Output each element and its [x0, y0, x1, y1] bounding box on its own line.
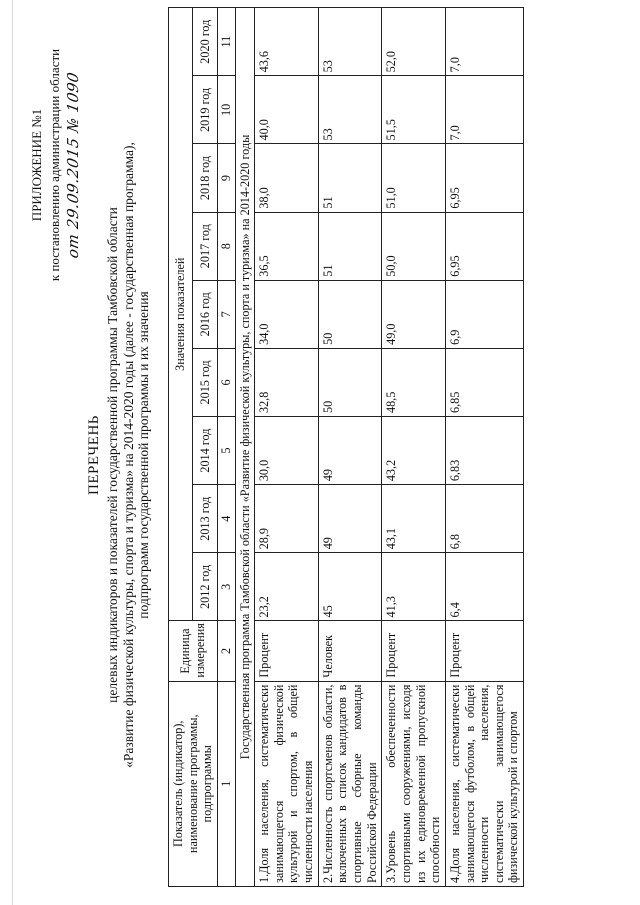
table-row — [445, 8, 523, 887]
value-cell: 49 — [318, 485, 382, 553]
year-header: 2016 год — [193, 280, 217, 348]
indicator-name: 4.Доля населения, систематически занимающегося футболом, в общей численности населения, систематически занимающегося физической культурой и спортом — [445, 681, 523, 886]
value-cell: 7,0 — [445, 8, 523, 76]
appendix-label: ПРИЛОЖЕНИЕ №1 — [29, 108, 44, 222]
value-cell: 51 — [318, 212, 382, 280]
value-cell: 32,8 — [255, 348, 319, 416]
value-cell: 48,5 — [382, 348, 446, 416]
unit-cell: Процент — [445, 621, 523, 681]
value-cell: 53 — [318, 8, 382, 76]
value-cell: 6,9 — [445, 280, 523, 348]
value-cell: 50 — [318, 280, 382, 348]
title-line-2: «Развитие физической культуры, спорта и туризма» на 2014-2020 годы (далее - государственная программа), — [120, 142, 136, 768]
value-cell: 40,0 — [255, 76, 319, 144]
table-body — [235, 8, 524, 887]
column-number: 8 — [217, 212, 235, 280]
header-unit: Единица измерения — [169, 621, 218, 681]
table-row — [255, 8, 319, 887]
column-number: 1 — [217, 681, 235, 886]
value-cell: 50,0 — [382, 212, 446, 280]
unit-cell: Человек — [318, 621, 382, 681]
table-row — [318, 8, 382, 887]
year-header: 2018 год — [193, 144, 217, 212]
value-cell: 6,95 — [445, 144, 523, 212]
column-number: 11 — [217, 8, 235, 76]
column-number: 9 — [217, 144, 235, 212]
column-number: 6 — [217, 348, 235, 416]
column-number: 2 — [217, 621, 235, 681]
value-cell: 7,0 — [445, 76, 523, 144]
value-cell: 51 — [318, 144, 382, 212]
header-row-1 — [169, 8, 193, 887]
year-header: 2015 год — [193, 348, 217, 416]
year-header: 2012 год — [193, 553, 217, 621]
value-cell: 43,2 — [382, 417, 446, 485]
section-row — [235, 8, 255, 887]
column-numbers-row — [217, 8, 235, 887]
value-cell: 6,85 — [445, 348, 523, 416]
value-cell: 50 — [318, 348, 382, 416]
value-cell: 6,4 — [445, 553, 523, 621]
header-values: Значения показателей — [169, 8, 193, 621]
indicator-name: 3.Уровень обеспеченности спортивными сооружениями, исходя из их единовременной пропускной способности — [382, 681, 446, 886]
value-cell: 43,1 — [382, 485, 446, 553]
value-cell: 45 — [318, 553, 382, 621]
year-header: 2019 год — [193, 76, 217, 144]
value-cell: 34,0 — [255, 280, 319, 348]
value-cell: 38,0 — [255, 144, 319, 212]
title-line-1: целевых индикаторов и показателей государственной программы Тамбовской области — [105, 207, 121, 703]
value-cell: 23,2 — [255, 553, 319, 621]
year-header: 2014 год — [193, 417, 217, 485]
unit-cell: Процент — [382, 621, 446, 681]
year-header: 2013 год — [193, 485, 217, 553]
column-number: 5 — [217, 417, 235, 485]
indicator-name: 2.Численность спортсменов области, включенных в список кандидатов в спортивные сборные команды Российской Федерации — [318, 681, 382, 886]
header-indicator: Показатель (индикатор), наименование программы, подпрограммы — [169, 681, 218, 886]
value-cell: 51,0 — [382, 144, 446, 212]
year-header: 2020 год — [193, 8, 217, 76]
value-cell: 51,5 — [382, 76, 446, 144]
value-cell: 36,5 — [255, 212, 319, 280]
value-cell: 53 — [318, 76, 382, 144]
value-cell: 52,0 — [382, 8, 446, 76]
indicators-table — [168, 7, 524, 887]
handwritten-date-number: от 29.09.2015 № 1090 — [64, 70, 83, 260]
value-cell: 6,95 — [445, 212, 523, 280]
title-main: ПЕРЕЧЕНЬ — [86, 415, 102, 495]
appendix-header — [28, 15, 83, 315]
section-title: Государственная программа Тамбовской области «Развитие физической культуры, спорта и туризма» на 2014-2020 годы — [235, 8, 255, 887]
title-line-3: подпрограмм государственной программы и их значения — [136, 291, 152, 619]
column-number: 7 — [217, 280, 235, 348]
value-cell: 41,3 — [382, 553, 446, 621]
value-cell: 49 — [318, 417, 382, 485]
value-cell: 43,6 — [255, 8, 319, 76]
unit-cell: Процент — [255, 621, 319, 681]
value-cell: 6,83 — [445, 417, 523, 485]
column-number: 10 — [217, 76, 235, 144]
value-cell: 28,9 — [255, 485, 319, 553]
resolution-line: к постановлению администрации области — [46, 48, 62, 282]
table-row — [382, 8, 446, 887]
year-header: 2017 год — [193, 212, 217, 280]
indicator-name: 1.Доля населения, систематически занимающегося физической культурой и спортом, в общей численности населения — [255, 681, 319, 886]
value-cell: 6,8 — [445, 485, 523, 553]
value-cell: 49,0 — [382, 280, 446, 348]
column-number: 4 — [217, 485, 235, 553]
column-number: 3 — [217, 553, 235, 621]
document-title — [86, 45, 152, 865]
value-cell: 30,0 — [255, 417, 319, 485]
